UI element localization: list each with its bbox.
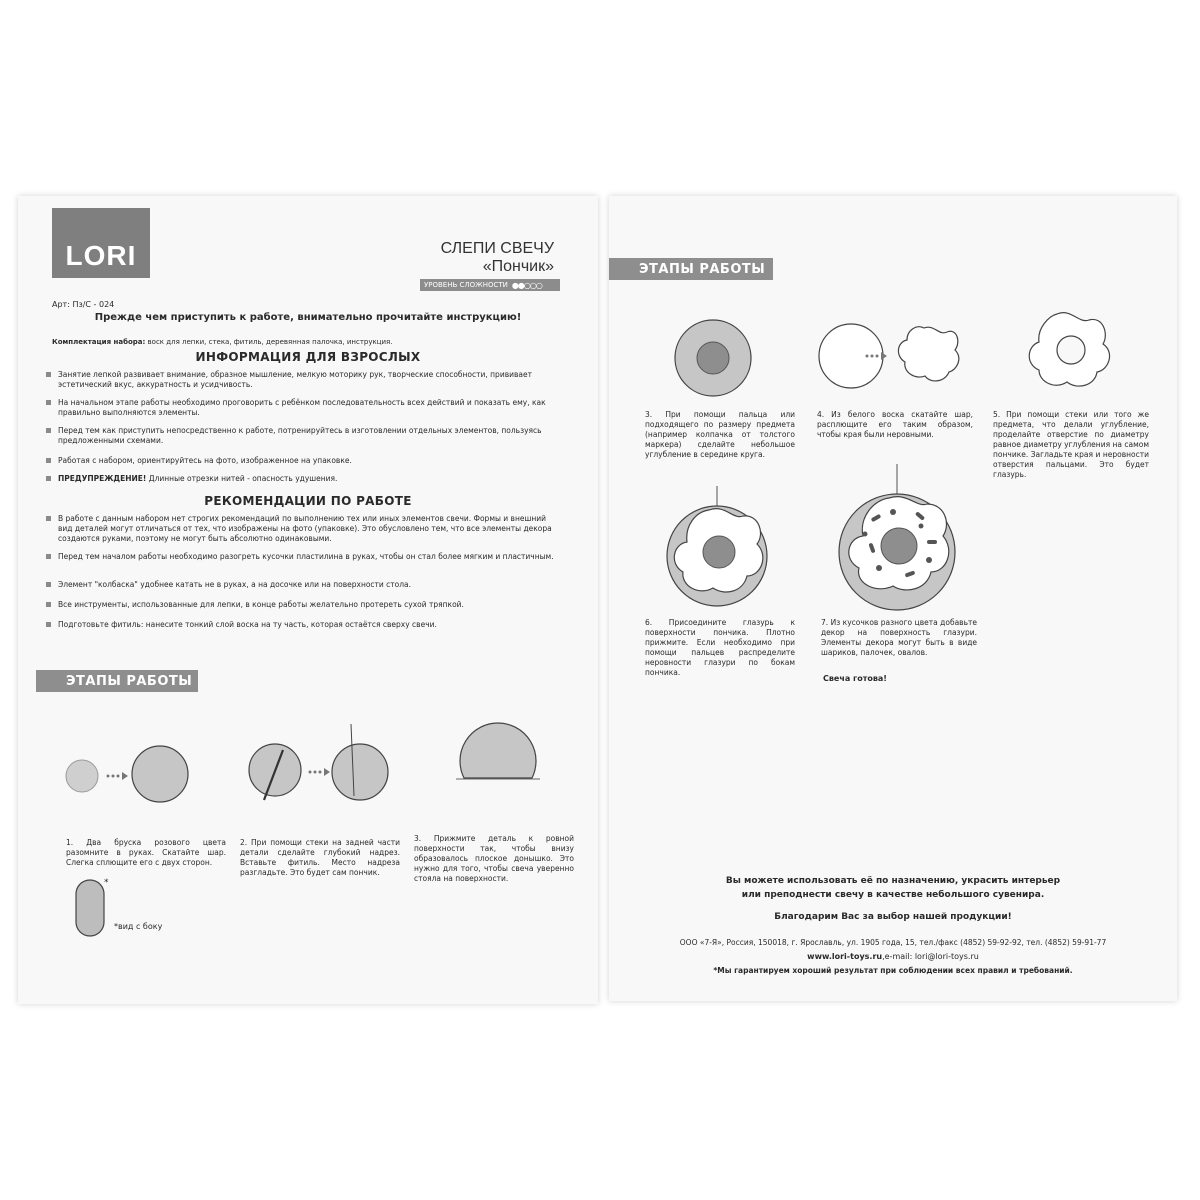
candle-ready: Свеча готова! [823,674,887,683]
side-view-mark: * [104,878,109,888]
kit-label: Комплектация набора: [52,338,146,346]
right-step-5-text: 5. При помощи стеки или того же предмета, что делали углубление, проделайте отверстие по диаметру равное диаметру углубления на самом пончике. Загладьте края и неровности отверстия пальцами. Это будет глазурь. [993,410,1149,479]
difficulty-dots: ●●○○○ [511,280,542,290]
recommendation-item: В работе с данным набором нет строгих рекомендаций по выполнению тех или иных элементов свечи. Формы и внешний вид деталей могут отличаться от тех, что изображены на фото (упаковке). Это обусловлено тем, что все элементы декора создаются руками, поэтому не могут быть абсолютно одинаковыми. [58,514,560,544]
left-step-1-text: 1. Два бруска розового цвета разомните в руках. Скатайте шар. Слегка сплющите его с двух сторон. [66,838,226,867]
left-instruction-page [18,196,598,1004]
right-step-6-text: 6. Присоедините глазурь к поверхности пончика. Плотно прижмите. Если необходимо при помощи пальцев распределите неровности глазури по бокам пончика. [645,618,795,677]
kit-contents [52,338,572,346]
icing-hole [1057,336,1085,364]
warning-item [58,474,560,484]
left-step-2-text: 2. При помощи стеки на задней части детали сделайте глубокий надрез. Вставьте фитиль. Место надреза разгладьте. Это будет сам пончик. [240,838,400,877]
lead-warning: Прежде чем приступить к работе, внимательно прочитайте инструкцию! [94,312,522,323]
kit-text: воск для лепки, стека, фитиль, деревянная палочка, инструкция. [147,338,393,346]
warning-label: ПРЕДУПРЕЖДЕНИЕ! [58,474,147,483]
recommendation-item: Все инструменты, использованные для лепки, в конце работы желательно протереть сухой тряпкой. [58,600,560,610]
difficulty-label: УРОВЕНЬ СЛОЖНОСТИ [424,281,508,289]
steps-banner: ЭТАПЫ РАБОТЫ [36,670,198,692]
thanks-line: Благодарим Вас за выбор нашей продукции! [774,912,1012,922]
recommendation-item: Подготовьте фитиль: нанесите тонкий слой воска на ту часть, которая остаётся сверху свечи. [58,620,560,630]
arrow-dots-icon [107,772,129,780]
steps-banner: ЭТАПЫ РАБОТЫ [609,258,773,280]
adults-item: На начальном этапе работы необходимо проговорить с ребёнком последовательность всех действий и показать ему, как правильно выполняются элементы. [58,398,560,418]
flattened-disk [132,746,188,802]
adults-item: Работая с набором, ориентируйтесь на фото, изображенное на упаковке. [58,456,560,466]
warning-text: Длинные отрезки нитей - опасность удушения. [148,474,338,483]
adults-heading: ИНФОРМАЦИЯ ДЛЯ ВЗРОСЛЫХ [195,350,421,364]
donut-hole [703,536,735,568]
center-dent [697,342,729,374]
article-number: Арт: Пз/С - 024 [52,300,115,309]
side-view-note: *вид с боку [114,922,163,931]
contacts-line [609,952,1177,961]
adults-item: Перед тем как приступить непосредственно к работе, потренируйтесь в изготовлении отдельных элементов, пользуясь предложенными схемами. [58,426,560,446]
step-1-illustration [18,716,598,816]
disk-with-wick [332,744,388,800]
recommendations-heading: РЕКОМЕНДАЦИИ ПО РАБОТЕ [204,494,412,508]
lori-logo: LORI [52,208,150,278]
recommendation-item: Элемент "колбаска" удобнее катать не в руках, а на досочке или на поверхности стола. [58,580,560,590]
recommendation-item: Перед тем началом работы необходимо разогреть кусочки пластилина в руках, чтобы он стал более мягким и пластичным. [58,552,560,562]
right-instruction-page [609,196,1177,1001]
disk-flat-bottom [460,723,536,778]
steps-3-5-illustration [609,306,1177,406]
company-address: ООО «7-Я», Россия, 150018, г. Ярославль, ул. 1905 года, 15, тел./факс (4852) 59-92-92, тел. (4852) 59-91-77 [679,938,1107,947]
closing-line-2: или преподнести свечу в качестве небольшого сувенира. [741,890,1045,900]
website-link[interactable]: www.lori-toys.ru [807,952,883,961]
side-view-shape [76,880,104,936]
arrow-dots-icon [309,768,331,776]
donut-hole [881,528,917,564]
right-step-4-text: 4. Из белого воска скатайте шар, расплющите его таким образом, чтобы края были неровными. [817,410,973,439]
wax-ball [66,760,98,792]
email-text: ,e-mail: lori@lori-toys.ru [882,952,979,961]
guarantee-note: *Мы гарантируем хороший результат при соблюдении всех правил и требований. [713,966,1073,975]
icing-blob [898,327,958,381]
steps-6-7-illustration [609,464,1177,624]
right-step-3-text: 3. При помощи пальца или подходящего по размеру предмета (например колпачка от толстого маркера) сделайте небольшое углубление в середине круга. [645,410,795,459]
difficulty-bar [420,279,560,291]
closing-line-1: Вы можете использовать её по назначению, украсить интерьер [725,876,1061,886]
product-title: СЛЕПИ СВЕЧУ [440,240,554,257]
product-subtitle: «Пончик» [482,258,554,275]
left-step-3-text: 3. Прижмите деталь к ровной поверхности так, чтобы внизу образовалось плоское донышко. Это нужно для того, чтобы свеча уверенно стояла на поверхности. [414,834,574,883]
adults-item: Занятие лепкой развивает внимание, образное мышление, мелкую моторику рук, творческие способности, прививает эстетический вкус, аккуратность и усидчивость. [58,370,560,390]
right-step-7-text: 7. Из кусочков разного цвета добавьте декор на поверхность глазури. Элементы декора могут быть в виде шариков, палочек, овалов. [821,618,977,657]
